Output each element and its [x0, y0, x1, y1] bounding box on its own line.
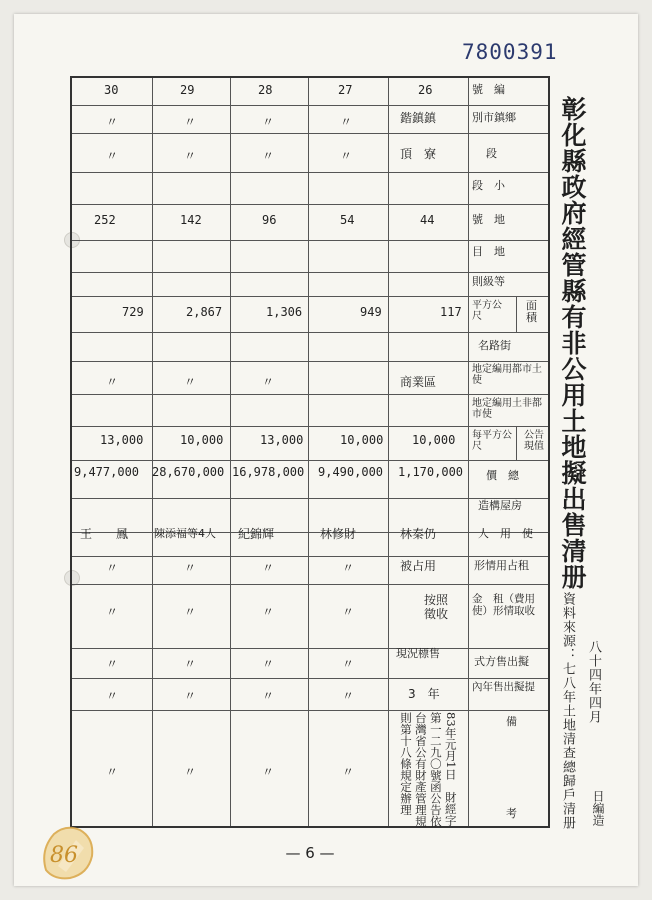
col29-district: 〃	[184, 115, 197, 129]
col30-sale-schedule: 〃	[106, 689, 119, 703]
col30-district: 〃	[106, 115, 119, 129]
archive-logo	[36, 820, 106, 882]
col27-sale-method: 〃	[342, 657, 355, 671]
col30-total: 9,477,000	[74, 465, 140, 479]
header-sale-method: 式方售出擬	[474, 655, 529, 668]
col28-zone: 〃	[262, 375, 275, 389]
col26-section: 頂 寮	[400, 147, 437, 161]
header-total: 價 總	[486, 469, 519, 482]
col26-lot: 44	[420, 213, 435, 227]
col28-serial: 28	[258, 83, 273, 97]
document-number: 7800391	[462, 40, 558, 64]
col26-rent: 按照徵收	[424, 593, 449, 621]
col28-district: 〃	[262, 115, 275, 129]
col29-area: 2,867	[186, 305, 223, 319]
header-section: 段	[486, 147, 497, 160]
header-district: 別市鎮鄉	[472, 111, 516, 124]
col27-remarks: 〃	[342, 765, 355, 779]
col26-sale-method: 現況標售	[396, 647, 440, 660]
col27-total: 9,490,000	[318, 465, 384, 479]
header-building: 造構屋房	[478, 499, 522, 512]
col29-total: 28,670,000	[152, 465, 225, 479]
col29-user: 陳添福等4人	[154, 527, 216, 540]
col26-remarks: 83年元月1日 財經字第一二九〇號函公告依台灣省公有財產管理規則第十八條規定辦理	[398, 712, 458, 827]
col27-lot: 54	[340, 213, 355, 227]
col26-serial: 26	[418, 83, 433, 97]
col26-sale-schedule: 3 年	[408, 687, 440, 701]
col28-sale-schedule: 〃	[262, 689, 275, 703]
header-sale-schedule: 內年售出擬提	[472, 681, 535, 693]
header-grade: 則級等	[472, 275, 505, 288]
col27-occupancy: 〃	[342, 561, 355, 575]
col29-rent: 〃	[184, 605, 197, 619]
col27-district: 〃	[340, 115, 353, 129]
col28-rent: 〃	[262, 605, 275, 619]
col30-rent: 〃	[106, 605, 119, 619]
header-land-use: 目 地	[472, 245, 505, 258]
col28-sale-method: 〃	[262, 657, 275, 671]
header-rent: 金 租（費用使）形情取收	[472, 593, 535, 617]
col26-occupancy: 被占用	[400, 559, 437, 573]
col27-rent: 〃	[342, 605, 355, 619]
col26-user: 林秦仍	[400, 527, 437, 541]
col30-sale-method: 〃	[106, 657, 119, 671]
col28-remarks: 〃	[262, 765, 275, 779]
header-nonurban-zone: 地定編用土非都市使	[472, 398, 542, 420]
col29-price: 10,000	[180, 433, 224, 447]
col29-serial: 29	[180, 83, 195, 97]
col30-occupancy: 〃	[106, 561, 119, 575]
header-user: 人 用 使	[478, 527, 533, 540]
col29-section: 〃	[184, 149, 197, 163]
compile-note: 日編造	[591, 790, 605, 826]
header-area-unit: 平方公尺	[472, 300, 502, 322]
document-title: 彰化縣政府經管縣有非公用土地擬出售清册	[558, 96, 587, 590]
col27-section: 〃	[340, 149, 353, 163]
col29-occupancy: 〃	[184, 561, 197, 575]
col27-user: 林修財	[320, 527, 357, 541]
col28-section: 〃	[262, 149, 275, 163]
col30-section: 〃	[106, 149, 119, 163]
col29-sale-schedule: 〃	[184, 689, 197, 703]
col30-price: 13,000	[100, 433, 144, 447]
data-source: 資料來源：七八年土地清查總歸戶清册	[560, 592, 575, 830]
header-remarks-b: 考	[506, 807, 517, 820]
col29-lot: 142	[180, 213, 202, 227]
header-serial: 號 編	[472, 83, 505, 96]
col28-occupancy: 〃	[262, 561, 275, 575]
col30-zone: 〃	[106, 375, 119, 389]
header-announced-value: 公告現值	[524, 430, 544, 452]
col29-remarks: 〃	[184, 765, 197, 779]
header-price-unit: 每平方公尺	[472, 430, 512, 452]
col30-lot: 252	[94, 213, 116, 227]
col26-area: 117	[440, 305, 462, 319]
header-subsection: 段 小	[472, 179, 505, 192]
col28-lot: 96	[262, 213, 277, 227]
col28-total: 16,978,000	[232, 465, 305, 479]
col28-user: 紀錦輝	[238, 527, 275, 541]
logo-text: 86	[50, 843, 78, 868]
col26-price: 10,000	[412, 433, 456, 447]
col26-total: 1,170,000	[398, 465, 464, 479]
col30-user: 王 鳳	[80, 527, 129, 541]
col27-price: 10,000	[340, 433, 384, 447]
col28-price: 13,000	[260, 433, 304, 447]
col28-area: 1,306	[266, 305, 303, 319]
compile-date: 八十四年四月	[586, 640, 601, 724]
col29-zone: 〃	[184, 375, 197, 389]
header-street: 名路街	[478, 339, 511, 352]
header-lot: 號 地	[472, 213, 505, 226]
header-area: 面積	[526, 299, 537, 325]
col30-remarks: 〃	[106, 765, 119, 779]
header-urban-zone: 地定編用都市土使	[472, 364, 542, 386]
col26-zone: 商業區	[400, 375, 437, 389]
header-occupancy: 形情用占租	[474, 559, 529, 572]
col27-serial: 27	[338, 83, 353, 97]
col30-serial: 30	[104, 83, 119, 97]
col26-district: 鍇鎮鎮	[400, 111, 437, 125]
col27-sale-schedule: 〃	[342, 689, 355, 703]
col29-sale-method: 〃	[184, 657, 197, 671]
col27-area: 949	[360, 305, 382, 319]
page-number: — 6 —	[285, 844, 335, 862]
col30-area: 729	[122, 305, 144, 319]
header-remarks-a: 備	[506, 715, 517, 728]
